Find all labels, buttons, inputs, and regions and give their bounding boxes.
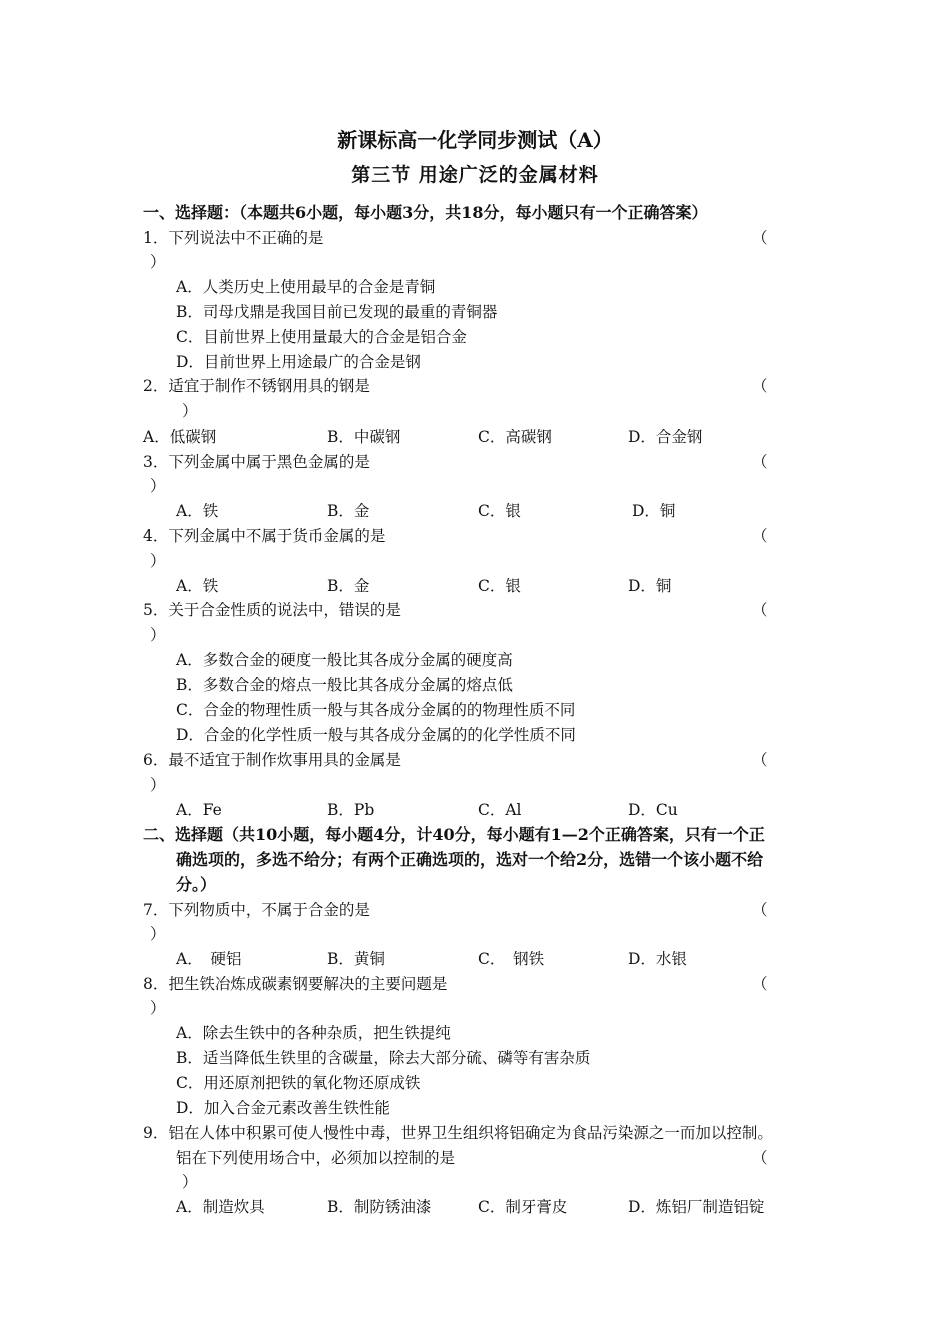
q9-option-b: B．制防锈油漆 — [327, 1198, 432, 1216]
q1-stem: 1．下列说法中不正确的是 — [143, 229, 324, 247]
q4-option-b: B．金 — [327, 577, 370, 595]
q8-option-a: A．除去生铁中的各种杂质，把生铁提纯 — [176, 1024, 451, 1042]
q7-stem: 7．下列物质中，不属于合金的是 — [143, 901, 370, 919]
q3-answer-close: ） — [150, 477, 166, 495]
q4-option-d: D．铜 — [628, 577, 672, 595]
q9-option-a: A．制造炊具 — [176, 1198, 265, 1216]
q9-option-c: C．制牙膏皮 — [478, 1198, 568, 1216]
q6-option-d: D．Cu — [628, 801, 678, 819]
q6-answer-open: （ — [752, 751, 768, 769]
q1-answer-close: ） — [150, 253, 166, 271]
page-title: 新课标高一化学同步测试（A） — [337, 128, 613, 152]
q2-answer-close: ） — [182, 402, 198, 420]
q2-option-a: A．低碳钢 — [143, 428, 217, 446]
q2-stem: 2．适宜于制作不锈钢用具的钢是 — [143, 377, 370, 395]
q5-answer-open: （ — [752, 601, 768, 619]
q7-answer-close: ） — [150, 925, 166, 943]
q9-answer-close: ） — [182, 1173, 198, 1191]
q5-answer-close: ） — [150, 626, 166, 644]
section2-heading-line3: 分。） — [176, 875, 217, 894]
q5-option-a: A．多数合金的硬度一般比其各成分金属的硬度高 — [176, 651, 513, 669]
q6-option-b: B．Pb — [327, 801, 375, 819]
q3-stem: 3．下列金属中属于黑色金属的是 — [143, 453, 370, 471]
q1-option-c: C．目前世界上使用量最大的合金是铝合金 — [176, 328, 467, 346]
q3-option-d: D．铜 — [632, 502, 676, 520]
q9-stem-line1: 9．铝在人体中积累可使人慢性中毒，世界卫生组织将铝确定为食品污染源之一而加以控制。 — [143, 1124, 773, 1142]
q4-answer-open: （ — [752, 527, 768, 545]
section2-heading-line2: 确选项的，多选不给分；有两个正确选项的，选对一个给2分，选错一个该小题不给 — [176, 850, 764, 869]
q1-option-a: A．人类历史上使用最早的合金是青铜 — [176, 278, 436, 296]
q8-option-c: C．用还原剂把铁的氧化物还原成铁 — [176, 1074, 421, 1092]
q1-option-b: B．司母戊鼎是我国目前已发现的最重的青铜器 — [176, 303, 498, 321]
q3-option-a: A．铁 — [176, 502, 219, 520]
q8-option-b: B．适当降低生铁里的含碳量，除去大部分硫、磷等有害杂质 — [176, 1049, 591, 1067]
q6-stem: 6．最不适宜于制作炊事用具的金属是 — [143, 751, 401, 769]
q4-option-c: C．银 — [478, 577, 521, 595]
q5-option-d: D．合金的化学性质一般与其各成分金属的的化学性质不同 — [176, 726, 576, 744]
q8-answer-close: ） — [150, 999, 166, 1017]
q2-option-b: B．中碳钢 — [327, 428, 401, 446]
q4-answer-close: ） — [150, 552, 166, 570]
q6-answer-close: ） — [150, 776, 166, 794]
q8-answer-open: （ — [752, 975, 768, 993]
q7-option-d: D．水银 — [628, 950, 687, 968]
q9-answer-open: （ — [752, 1149, 768, 1167]
q5-stem: 5．关于合金性质的说法中，错误的是 — [143, 601, 401, 619]
q2-option-c: C．高碳钢 — [478, 428, 552, 446]
q8-option-d: D．加入合金元素改善生铁性能 — [176, 1099, 390, 1117]
q1-answer-open: （ — [752, 229, 768, 247]
q7-option-c: C． 钢铁 — [478, 950, 545, 968]
section-subtitle: 第三节 用途广泛的金属材料 — [351, 164, 599, 186]
q6-option-a: A．Fe — [176, 801, 222, 819]
q4-stem: 4．下列金属中不属于货币金属的是 — [143, 527, 386, 545]
q4-option-a: A．铁 — [176, 577, 219, 595]
q7-answer-open: （ — [752, 901, 768, 919]
q7-option-a: A． 硬铝 — [176, 950, 242, 968]
q5-option-b: B．多数合金的熔点一般比其各成分金属的熔点低 — [176, 676, 513, 694]
section1-heading: 一、选择题：（本题共6小题，每小题3分，共18分，每小题只有一个正确答案） — [143, 203, 708, 222]
section2-heading-line1: 二、选择题（共10小题，每小题4分，计40分，每小题有1—2个正确答案，只有一个正 — [143, 825, 765, 844]
q9-option-d: D．炼铝厂制造铝锭 — [628, 1198, 765, 1216]
q6-option-c: C．Al — [478, 801, 522, 819]
q9-stem-line2: 铝在下列使用场合中，必须加以控制的是 — [176, 1149, 456, 1167]
q2-answer-open: （ — [752, 377, 768, 395]
q3-option-b: B．金 — [327, 502, 370, 520]
q8-stem: 8．把生铁冶炼成碳素钢要解决的主要问题是 — [143, 975, 448, 993]
q3-option-c: C．银 — [478, 502, 521, 520]
q3-answer-open: （ — [752, 453, 768, 471]
q1-option-d: D．目前世界上用途最广的合金是钢 — [176, 353, 421, 371]
q2-option-d: D．合金钢 — [628, 428, 703, 446]
q7-option-b: B．黄铜 — [327, 950, 385, 968]
q5-option-c: C．合金的物理性质一般与其各成分金属的的物理性质不同 — [176, 701, 576, 719]
